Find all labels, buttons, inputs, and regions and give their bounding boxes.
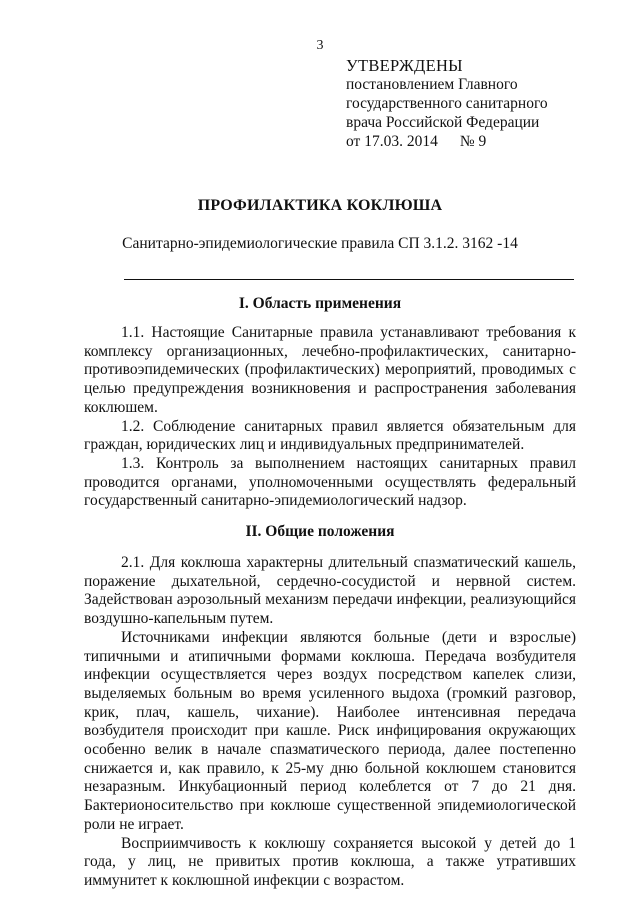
paragraph: 2.1. Для коклюша характерны длительный спазматический кашель, поражение дыхательной, сердечно-сосудистой и нервной систем. Задействован аэрозольный механизм передачи инфекции, реализующийся воздушно-капельным путем. [84,554,576,628]
approval-number: № 9 [459,133,487,150]
paragraph: 1.3. Контроль за выполнением настоящих санитарных правил проводится органами, уполномоченными осуществлять федеральный государственный санитарно-эпидемиологический надзор. [84,454,576,510]
approval-line: постановлением Главного [346,76,518,93]
section-heading: I. Область применения [238,295,402,312]
document-subtitle: Санитарно-эпидемиологические правила СП 3.1.2. 3162 -14 [122,235,518,252]
paragraph: 1.1. Настоящие Санитарные правила устанавливают требования к комплексу организационных, лечебно-профилактических, санитарно-противоэпидемических (профилактических) мероприятий, проводимых с целью предупреждения возникновения и распространения заболевания коклюшем. [84,324,576,416]
approval-date-line [346,132,548,151]
section-body [84,324,576,511]
divider [124,279,574,280]
approval-line: врача Российской Федерации [346,114,540,131]
approval-date: от 17.03. 2014 [346,133,438,150]
section-body [84,554,576,891]
approval-heading: УТВЕРЖДЕНЫ [346,56,463,75]
paragraph: Источниками инфекции являются больные (дети и взрослые) типичными и атипичными формами коклюша. Передача возбудителя инфекции осуществляется через воздух посредством капелек слизи, выделяемых больным во время усиленного выдоха (громкий разговор, крик, плач, кашель, чихание). Наиболее интенсивная передача возбудителя происходит при кашле. Риск инфицирования окружающих особенно велик в начале спазматического периода, далее постепенно снижается и, как правило, к 25-му дню больной коклюшем становится незаразным. Инкубационный период колеблется от 7 до 21 дня. Бактерионосительство при коклюше существенной эпидемиологической роли не играет. [84,628,576,833]
document-title: ПРОФИЛАКТИКА КОКЛЮША [197,197,443,214]
approval-block [346,56,548,151]
section-heading: II. Общие положения [245,523,395,540]
page-number: 3 [316,38,324,53]
approval-line: государственного санитарного [346,95,548,112]
paragraph: Восприимчивость к коклюшу сохраняется высокой у детей до 1 года, у лиц, не привитых против коклюша, а также утративших иммунитет к коклюшной инфекции с возрастом. [84,834,576,889]
paragraph: 1.2. Соблюдение санитарных правил является обязательным для граждан, юридических лиц и индивидуальных предпринимателей. [84,417,576,454]
